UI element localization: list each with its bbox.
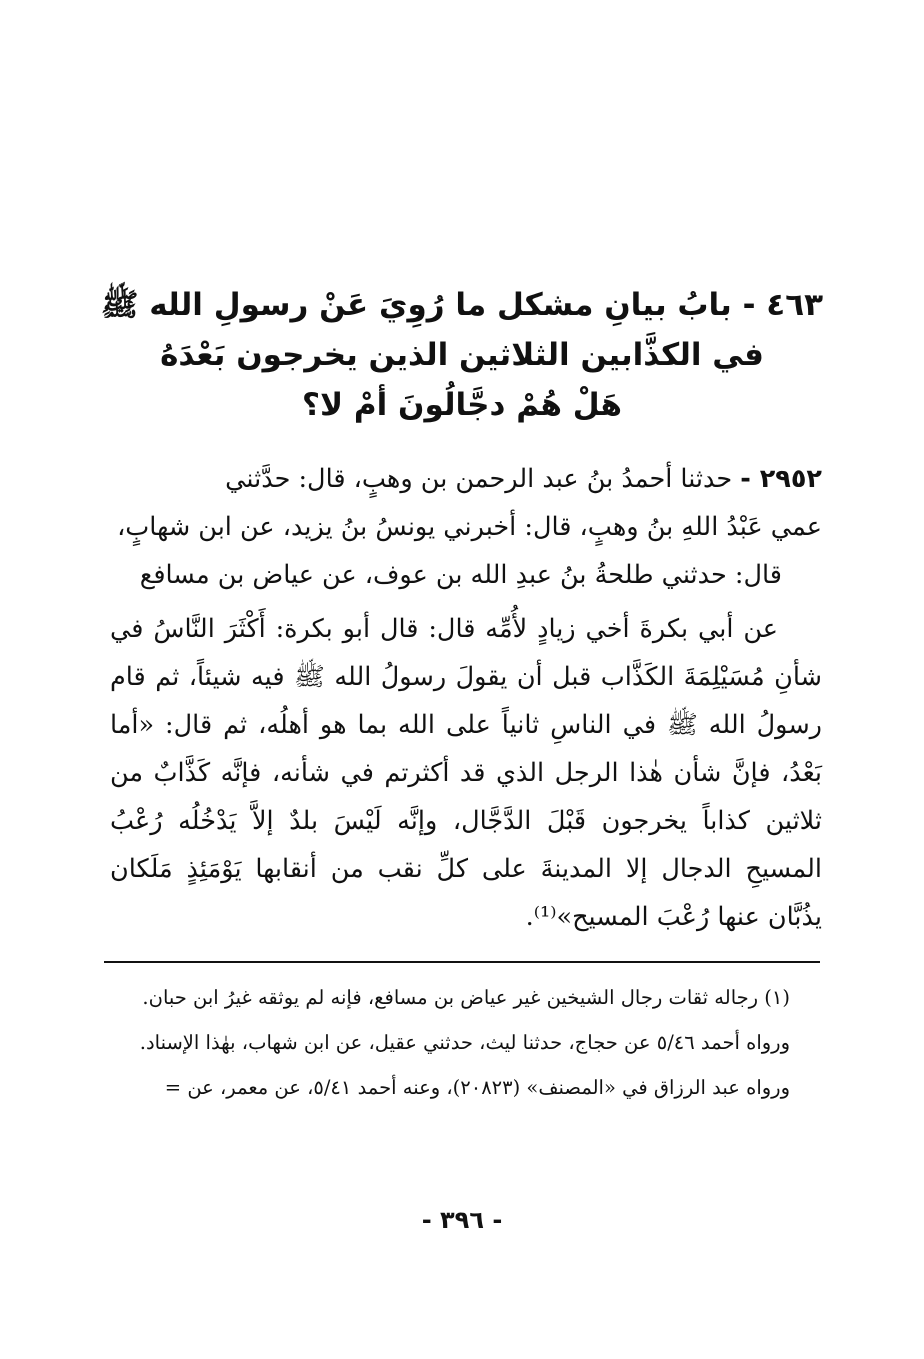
page-number: - ٣٩٦ - xyxy=(421,1206,503,1234)
footnote-2: ورواه أحمد ٥/٤٦ عن حجاج، حدثنا ليث، حدثني عقيل، عن ابن شهاب، بهٰذا الإسناد. xyxy=(139,1031,790,1054)
footnote-divider xyxy=(104,961,820,963)
isnad-line-3: قال: حدثني طلحةُ بنُ عبدِ الله بن عوف، عن عياض بن مسافع xyxy=(139,560,782,590)
footnote-1: (١) رجاله ثقات رجال الشيخين غير عياض بن مسافع، فإنه لم يوثقه غيرُ ابن حبان. xyxy=(142,986,790,1009)
chapter-title-line-1: ٤٦٣ - بابُ بيانِ مشكل ما رُوِيَ عَنْ رسولِ الله ﷺ xyxy=(100,287,824,323)
footnote-3: ورواه عبد الرزاق في «المصنف» (٢٠٨٢٣)، وعنه أحمد ٥/٤١، عن معمر، عن = xyxy=(164,1076,790,1099)
hadith-matn: عن أبي بكرةَ أخي زيادٍ لأُمِّه قال: قال أبو بكرة: أَكْثَرَ النَّاسُ في شأنِ مُسَيْلِمَةَ الكَذَّاب قبل أن يقولَ رسولُ الله ﷺ فيه شيئاً، ثم قام رسولُ الله ﷺ في الناسِ ثانياً على الله بما هو أهلُه، ثم قال: «أما بَعْدُ، فإنَّ شأن هٰذا الرجل الذي قد أكثرتم في شأنه، فإنَّه كَذَّابٌ من ثلاثين كذاباً يخرجون قَبْلَ الدَّجَّال، وإنَّه لَيْسَ بلدٌ إلاَّ يَدْخُلُه رُعْبُ المسيحِ الدجال إلا المدينةَ على كلِّ نقب من أنقابها يَوْمَئِذٍ مَلَكان يذُبَّان عنها رُعْبَ المسيح»⁽¹⁾. xyxy=(110,614,822,932)
chapter-title-line-2: في الكذَّابين الثلاثين الذين يخرجون بَعْدَهُ xyxy=(160,337,764,373)
chapter-heading xyxy=(100,280,824,430)
hadith-number: ٢٩٥٢ - xyxy=(740,464,822,494)
footnotes xyxy=(104,975,820,1110)
isnad-text-1: حدثنا أحمدُ بنُ عبد الرحمن بن وهبٍ، قال: حدَّثني xyxy=(225,464,733,494)
isnad-line-2: عمي عَبْدُ اللهِ بنُ وهبٍ، قال: أخبرني يونسُ بنُ يزيد، عن ابن شهابٍ، xyxy=(117,512,822,542)
hadith-block xyxy=(110,455,822,941)
chapter-title-line-3: هَلْ هُمْ دجَّالُونَ أمْ لا؟ xyxy=(302,387,622,423)
isnad-line-1 xyxy=(110,455,822,503)
